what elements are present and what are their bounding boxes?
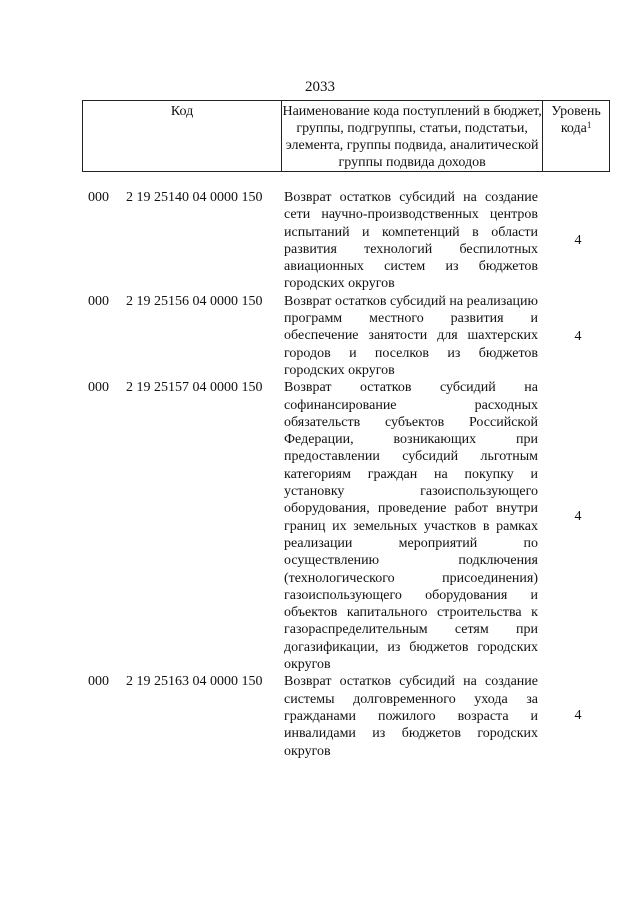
table-row: [0, 379, 640, 673]
table-header: [82, 100, 610, 172]
header-level-cell: [543, 101, 610, 172]
entries-list: [0, 189, 640, 760]
code-level: 4: [574, 509, 582, 525]
revenue-description: Возврат остатков субсидий на софинансирование расходных обязательств субъектов Российской Федерации, возникающих при предоставлении субсидий льготным категориям граждан на покупку и установку газоиспользующего оборудования, проведение работ внутри границ их земельных участков в рамках реализации мероприятий по осуществлению подключения (технологического присоединения) газоиспользующего оборудования и объектов капитального строительства к газораспределительным сетям при догазификации, из бюджетов городских округов: [284, 380, 538, 673]
table-row: [0, 673, 640, 759]
revenue-code: 2 19 25156 04 0000 150: [126, 293, 263, 309]
admin-code: 000: [88, 190, 109, 205]
revenue-code: 2 19 25163 04 0000 150: [126, 674, 263, 690]
code-level: 4: [574, 328, 582, 344]
header-code: Код: [83, 101, 282, 172]
revenue-code: 2 19 25157 04 0000 150: [126, 380, 263, 396]
table-row: [0, 189, 640, 293]
revenue-description: Возврат остатков субсидий на создание системы долговременного ухода за гражданами пожилого возраста и инвалидами из бюджетов городских округов: [284, 674, 538, 759]
revenue-description: Возврат остатков субсидий на реализацию программ местного развития и обеспечение занятости для шахтерских городов и поселков из бюджетов городских округов: [284, 293, 538, 378]
code-level: 4: [574, 708, 582, 724]
table-row: [0, 293, 640, 379]
admin-code: 000: [88, 674, 109, 690]
header-level-footnote: 1: [586, 120, 592, 130]
header-level: Уровень кода: [551, 104, 601, 136]
code-level: 4: [574, 233, 582, 248]
header-name: Наименование кода поступлений в бюджет, группы, подгруппы, статьи, подстатьи, элемента, группы подвида, аналитической группы подвида доходов: [282, 101, 543, 172]
admin-code: 000: [88, 293, 109, 309]
page-number: 2033: [305, 79, 335, 95]
revenue-description: Возврат остатков субсидий на создание сети научно-производственных центров испытаний и компетенций в области развития технологий беспилотных авиационных систем из бюджетов городских округов: [284, 190, 538, 292]
admin-code: 000: [88, 380, 109, 396]
revenue-code: 2 19 25140 04 0000 150: [126, 190, 263, 205]
